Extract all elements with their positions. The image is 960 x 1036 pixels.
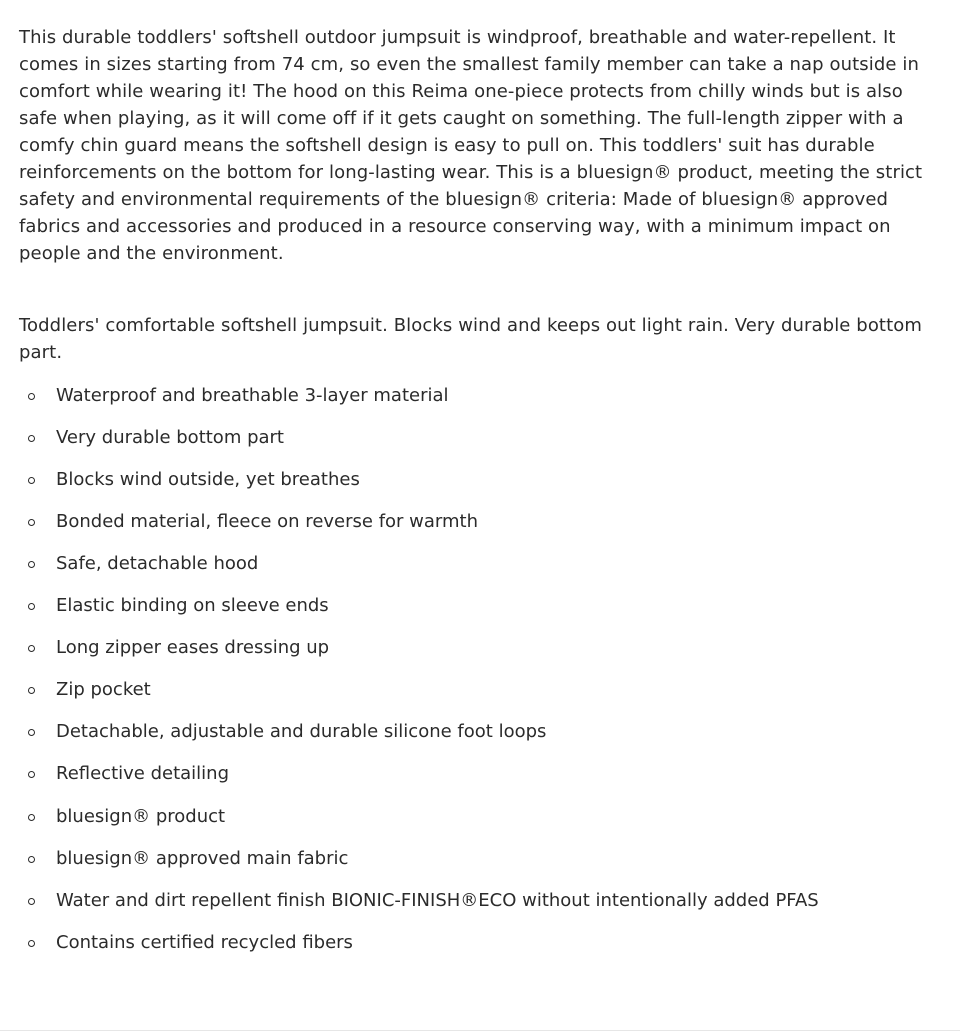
- bullet-icon: [28, 898, 35, 905]
- list-item-label: Waterproof and breathable 3-layer material: [56, 385, 449, 406]
- list-item-label: Long zipper eases dressing up: [56, 637, 330, 658]
- list-item: [19, 510, 944, 534]
- list-item-label: Very durable bottom part: [56, 427, 284, 448]
- list-item: [19, 426, 944, 450]
- description-summary: Toddlers' comfortable softshell jumpsuit. Blocks wind and keeps out light rain. Very durable bottom part.: [19, 315, 922, 363]
- bullet-icon: [28, 856, 35, 863]
- bullet-icon: [28, 561, 35, 568]
- bullet-icon: [28, 435, 35, 442]
- section-divider: [0, 1030, 960, 1031]
- sustainability-list: [19, 805, 944, 955]
- list-item: [19, 931, 944, 955]
- bullet-icon: [28, 814, 35, 821]
- list-item: [19, 762, 944, 786]
- list-item-label: Contains certified recycled fibers: [56, 932, 353, 953]
- list-item: [19, 678, 944, 702]
- list-item-label: Elastic binding on sleeve ends: [56, 595, 329, 616]
- list-item: [19, 552, 944, 576]
- list-item-label: Blocks wind outside, yet breathes: [56, 469, 360, 490]
- list-item: [19, 594, 944, 618]
- description-paragraph: This durable toddlers' softshell outdoor jumpsuit is windproof, breathable and water-repellent. It comes in sizes starting from 74 cm, so even the smallest family member can take a nap outside in comfort while wearing it! The hood on this Reima one-piece protects from chilly winds but is also safe when playing, as it will come off if it gets caught on something. The full-length zipper with a comfy chin guard means the softshell design is easy to pull on. This toddlers' suit has durable reinforcements on the bottom for long-lasting wear. This is a bluesign® product, meeting the strict safety and environmental requirements of the bluesign® criteria: Made of bluesign® approved fabrics and accessories and produced in a resource conserving way, with a minimum impact on people and the environment.: [19, 27, 923, 264]
- list-item: [19, 889, 944, 913]
- bullet-icon: [28, 940, 35, 947]
- bullet-icon: [28, 645, 35, 652]
- feature-list: [19, 384, 944, 786]
- bullet-icon: [28, 603, 35, 610]
- list-item: [19, 384, 944, 408]
- list-item-label: Bonded material, fleece on reverse for warmth: [56, 511, 478, 532]
- list-item-label: Detachable, adjustable and durable silicone foot loops: [56, 721, 547, 742]
- list-item: [19, 636, 944, 660]
- list-item-label: bluesign® product: [56, 806, 226, 827]
- bullet-icon: [28, 687, 35, 694]
- product-description: [19, 24, 944, 973]
- list-item: [19, 468, 944, 492]
- bullet-icon: [28, 519, 35, 526]
- list-item: [19, 720, 944, 744]
- bullet-icon: [28, 477, 35, 484]
- bullet-icon: [28, 729, 35, 736]
- list-item-label: Reflective detailing: [56, 763, 230, 784]
- list-item: [19, 847, 944, 871]
- bullet-icon: [28, 393, 35, 400]
- list-item: [19, 805, 944, 829]
- list-item-label: Water and dirt repellent finish BIONIC-FINISH®ECO without intentionally added PFAS: [56, 890, 819, 911]
- list-item-label: Safe, detachable hood: [56, 553, 259, 574]
- list-item-label: bluesign® approved main fabric: [56, 848, 349, 869]
- bullet-icon: [28, 771, 35, 778]
- list-item-label: Zip pocket: [56, 679, 151, 700]
